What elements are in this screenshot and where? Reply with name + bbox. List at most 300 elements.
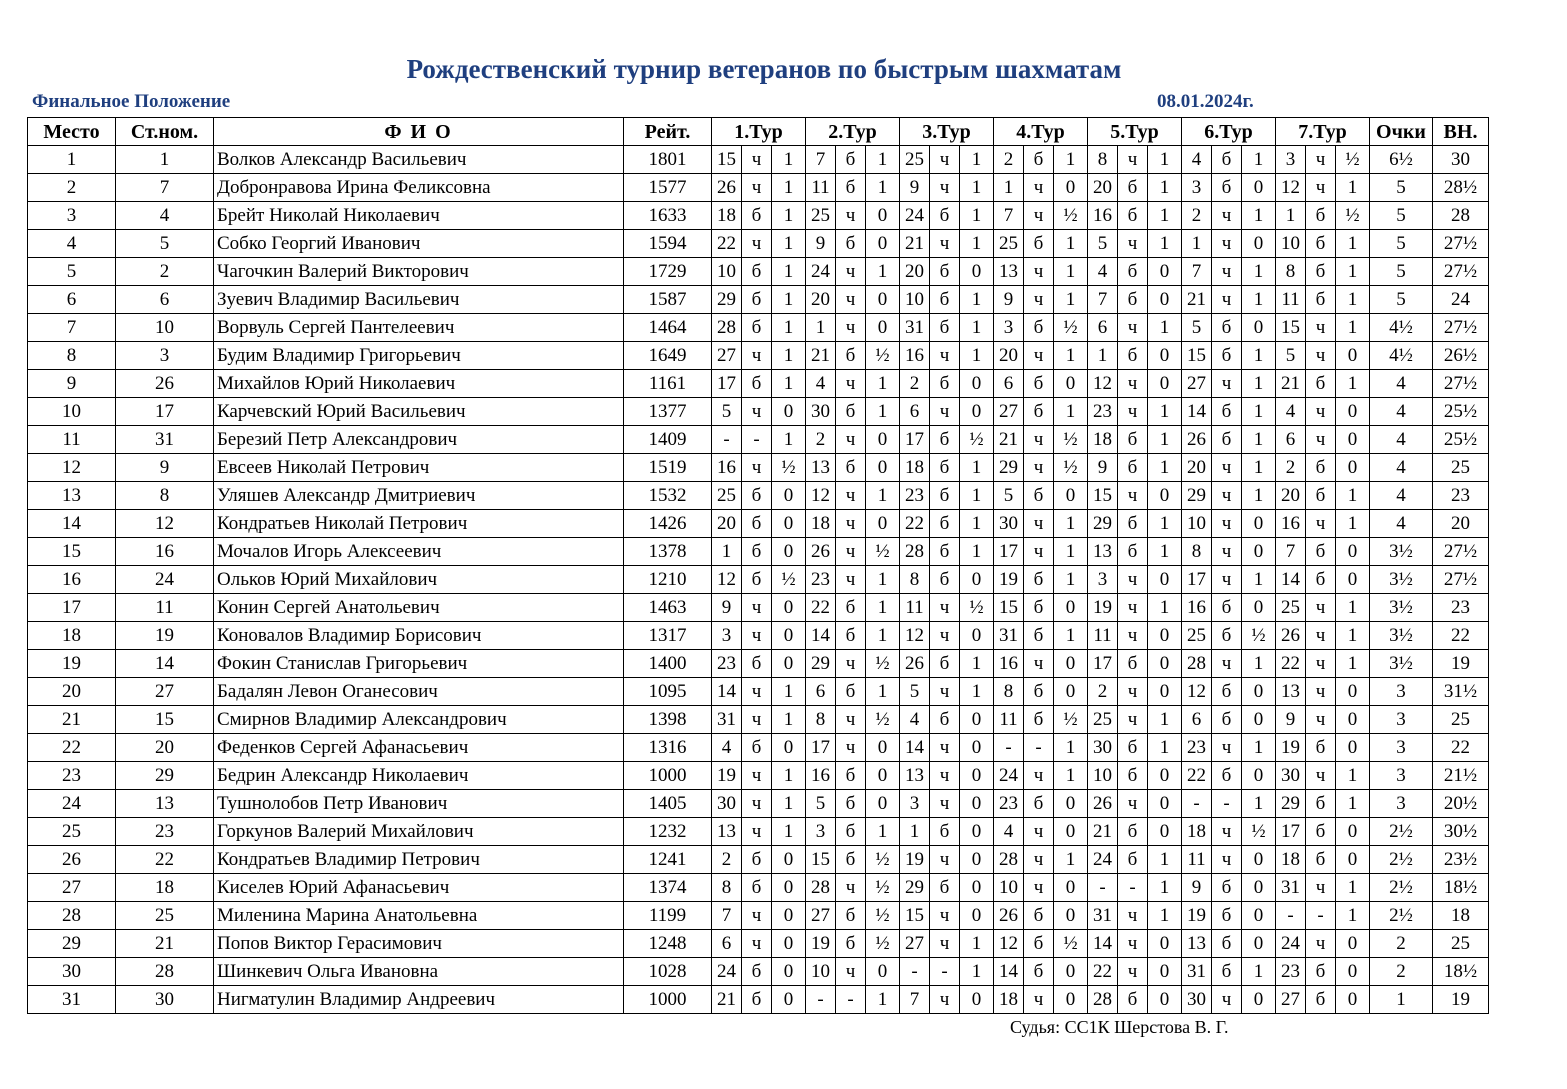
round-7-color: ч	[1306, 426, 1336, 454]
round-4-opponent: 29	[994, 454, 1024, 482]
round-1-result: 0	[772, 538, 806, 566]
round-2-opponent: 28	[806, 874, 836, 902]
round-5-color: б	[1118, 734, 1148, 762]
round-3-opponent: 6	[900, 398, 930, 426]
start-number-cell: 25	[116, 902, 214, 930]
round-5-color: ч	[1118, 902, 1148, 930]
round-5-result: 0	[1148, 566, 1182, 594]
round-1-opponent: 16	[712, 454, 742, 482]
round-5-result: 1	[1148, 510, 1182, 538]
round-4-color: ч	[1024, 846, 1054, 874]
place-cell: 2	[28, 174, 116, 202]
tiebreak-cell: 22	[1433, 622, 1489, 650]
start-number-cell: 13	[116, 790, 214, 818]
round-1-result: 1	[772, 286, 806, 314]
round-7-result: 0	[1336, 734, 1370, 762]
start-number-cell: 19	[116, 622, 214, 650]
rating-cell: 1587	[624, 286, 712, 314]
round-3-color: ч	[930, 398, 960, 426]
round-6-result: 0	[1242, 230, 1276, 258]
round-2-color: ч	[836, 958, 866, 986]
round-2-result: ½	[866, 874, 900, 902]
table-row	[28, 846, 1489, 874]
round-2-color: ч	[836, 426, 866, 454]
header-row	[28, 118, 1489, 146]
round-7-color: б	[1306, 258, 1336, 286]
round-1-opponent: 12	[712, 566, 742, 594]
round-1-opponent: -	[712, 426, 742, 454]
round-3-color: б	[930, 538, 960, 566]
round-2-opponent: 23	[806, 566, 836, 594]
round-6-color: б	[1212, 174, 1242, 202]
round-1-opponent: 5	[712, 398, 742, 426]
round-3-color: б	[930, 370, 960, 398]
round-2-result: ½	[866, 538, 900, 566]
table-row	[28, 398, 1489, 426]
round-2-result: 0	[866, 734, 900, 762]
round-7-color: б	[1306, 846, 1336, 874]
round-2-color: б	[836, 398, 866, 426]
round-3-opponent: 21	[900, 230, 930, 258]
round-1-result: 0	[772, 594, 806, 622]
round-7-opponent: 17	[1276, 818, 1306, 846]
points-cell: 3½	[1370, 594, 1433, 622]
round-5-color: б	[1118, 538, 1148, 566]
round-6-opponent: 27	[1182, 370, 1212, 398]
round-3-color: ч	[930, 846, 960, 874]
points-cell: 4	[1370, 510, 1433, 538]
round-1-result: 1	[772, 146, 806, 174]
round-6-result: 1	[1242, 370, 1276, 398]
header-round-2: 2.Тур	[806, 118, 900, 146]
round-3-color: б	[930, 202, 960, 230]
round-2-opponent: 17	[806, 734, 836, 762]
round-2-opponent: 14	[806, 622, 836, 650]
round-2-color: б	[836, 230, 866, 258]
standings-body	[28, 146, 1489, 1014]
round-1-result: 1	[772, 762, 806, 790]
place-cell: 23	[28, 762, 116, 790]
round-4-result: 0	[1054, 370, 1088, 398]
place-cell: 7	[28, 314, 116, 342]
start-number-cell: 28	[116, 958, 214, 986]
round-4-color: ч	[1024, 650, 1054, 678]
round-3-result: 0	[960, 902, 994, 930]
round-4-color: ч	[1024, 538, 1054, 566]
rating-cell: 1532	[624, 482, 712, 510]
table-row	[28, 538, 1489, 566]
round-4-result: ½	[1054, 930, 1088, 958]
round-6-opponent: 8	[1182, 538, 1212, 566]
round-6-opponent: 4	[1182, 146, 1212, 174]
round-1-opponent: 8	[712, 874, 742, 902]
round-3-opponent: 24	[900, 202, 930, 230]
round-6-opponent: 3	[1182, 174, 1212, 202]
round-6-result: 0	[1242, 538, 1276, 566]
round-1-result: 1	[772, 174, 806, 202]
round-1-color: ч	[742, 398, 772, 426]
round-6-opponent: 30	[1182, 986, 1212, 1014]
round-2-result: 0	[866, 790, 900, 818]
round-7-result: 0	[1336, 538, 1370, 566]
place-cell: 21	[28, 706, 116, 734]
tiebreak-cell: 23	[1433, 482, 1489, 510]
round-1-opponent: 9	[712, 594, 742, 622]
player-name-cell: Брейт Николай Николаевич	[214, 202, 624, 230]
round-1-opponent: 1	[712, 538, 742, 566]
round-6-color: б	[1212, 314, 1242, 342]
round-4-color: -	[1024, 734, 1054, 762]
round-6-result: 0	[1242, 174, 1276, 202]
player-name-cell: Бедрин Александр Николаевич	[214, 762, 624, 790]
start-number-cell: 5	[116, 230, 214, 258]
round-7-opponent: 14	[1276, 566, 1306, 594]
round-5-opponent: -	[1088, 874, 1118, 902]
start-number-cell: 10	[116, 314, 214, 342]
round-2-opponent: 21	[806, 342, 836, 370]
round-2-color: ч	[836, 706, 866, 734]
round-2-opponent: 27	[806, 902, 836, 930]
round-3-color: -	[930, 958, 960, 986]
round-6-opponent: 16	[1182, 594, 1212, 622]
start-number-cell: 24	[116, 566, 214, 594]
round-7-color: ч	[1306, 510, 1336, 538]
round-2-opponent: 18	[806, 510, 836, 538]
round-7-opponent: 3	[1276, 146, 1306, 174]
round-3-result: 1	[960, 202, 994, 230]
round-1-opponent: 29	[712, 286, 742, 314]
round-5-opponent: 30	[1088, 734, 1118, 762]
round-6-result: 1	[1242, 454, 1276, 482]
round-1-color: б	[742, 874, 772, 902]
start-number-cell: 14	[116, 650, 214, 678]
round-5-color: ч	[1118, 230, 1148, 258]
round-7-result: 0	[1336, 818, 1370, 846]
round-1-color: б	[742, 202, 772, 230]
round-5-result: 0	[1148, 986, 1182, 1014]
round-7-opponent: 22	[1276, 650, 1306, 678]
round-3-result: ½	[960, 426, 994, 454]
round-4-color: б	[1024, 146, 1054, 174]
round-4-color: ч	[1024, 426, 1054, 454]
round-2-color: ч	[836, 510, 866, 538]
tiebreak-cell: 23	[1433, 594, 1489, 622]
table-row	[28, 174, 1489, 202]
round-4-color: ч	[1024, 986, 1054, 1014]
start-number-cell: 1	[116, 146, 214, 174]
round-7-color: б	[1306, 818, 1336, 846]
round-7-opponent: 7	[1276, 538, 1306, 566]
round-5-opponent: 16	[1088, 202, 1118, 230]
tiebreak-cell: 23½	[1433, 846, 1489, 874]
round-6-result: 0	[1242, 902, 1276, 930]
round-1-opponent: 2	[712, 846, 742, 874]
round-7-result: 0	[1336, 958, 1370, 986]
round-7-result: 1	[1336, 258, 1370, 286]
player-name-cell: Собко Георгий Иванович	[214, 230, 624, 258]
rating-cell: 1232	[624, 818, 712, 846]
round-2-result: 1	[866, 370, 900, 398]
round-7-color: ч	[1306, 678, 1336, 706]
round-7-result: 0	[1336, 566, 1370, 594]
rating-cell: 1095	[624, 678, 712, 706]
tiebreak-cell: 21½	[1433, 762, 1489, 790]
place-cell: 6	[28, 286, 116, 314]
round-2-result: 0	[866, 426, 900, 454]
round-2-color: ч	[836, 566, 866, 594]
round-2-color: ч	[836, 286, 866, 314]
round-3-opponent: 18	[900, 454, 930, 482]
start-number-cell: 23	[116, 818, 214, 846]
round-1-color: б	[742, 314, 772, 342]
points-cell: 2½	[1370, 846, 1433, 874]
round-3-color: б	[930, 510, 960, 538]
points-cell: 4	[1370, 426, 1433, 454]
round-4-result: 1	[1054, 510, 1088, 538]
player-name-cell: Киселев Юрий Афанасьевич	[214, 874, 624, 902]
round-4-opponent: 18	[994, 986, 1024, 1014]
round-6-color: б	[1212, 594, 1242, 622]
round-1-opponent: 28	[712, 314, 742, 342]
start-number-cell: 6	[116, 286, 214, 314]
round-5-color: ч	[1118, 958, 1148, 986]
round-7-opponent: 29	[1276, 790, 1306, 818]
round-2-result: 1	[866, 818, 900, 846]
round-1-color: б	[742, 258, 772, 286]
round-5-result: 0	[1148, 818, 1182, 846]
rating-cell: 1801	[624, 146, 712, 174]
round-1-color: б	[742, 566, 772, 594]
round-1-result: 1	[772, 342, 806, 370]
round-1-color: ч	[742, 174, 772, 202]
round-4-result: 1	[1054, 566, 1088, 594]
round-4-color: б	[1024, 678, 1054, 706]
round-2-opponent: 3	[806, 818, 836, 846]
points-cell: 4½	[1370, 342, 1433, 370]
round-7-opponent: 31	[1276, 874, 1306, 902]
round-6-color: ч	[1212, 370, 1242, 398]
round-3-result: 1	[960, 286, 994, 314]
round-2-color: б	[836, 818, 866, 846]
round-6-color: ч	[1212, 846, 1242, 874]
round-2-color: ч	[836, 538, 866, 566]
round-1-result: 1	[772, 258, 806, 286]
round-3-opponent: 14	[900, 734, 930, 762]
round-5-opponent: 19	[1088, 594, 1118, 622]
round-6-result: 0	[1242, 846, 1276, 874]
round-4-color: б	[1024, 398, 1054, 426]
round-7-opponent: 21	[1276, 370, 1306, 398]
round-7-color: б	[1306, 538, 1336, 566]
start-number-cell: 21	[116, 930, 214, 958]
place-cell: 17	[28, 594, 116, 622]
round-3-color: ч	[930, 678, 960, 706]
round-7-result: ½	[1336, 202, 1370, 230]
round-3-color: ч	[930, 930, 960, 958]
round-3-result: 0	[960, 818, 994, 846]
round-1-result: 0	[772, 398, 806, 426]
round-5-color: ч	[1118, 370, 1148, 398]
round-2-color: ч	[836, 314, 866, 342]
rating-cell: 1649	[624, 342, 712, 370]
round-4-color: б	[1024, 566, 1054, 594]
rating-cell: 1405	[624, 790, 712, 818]
rating-cell: 1519	[624, 454, 712, 482]
place-cell: 26	[28, 846, 116, 874]
round-7-opponent: 13	[1276, 678, 1306, 706]
place-cell: 27	[28, 874, 116, 902]
player-name-cell: Мочалов Игорь Алексеевич	[214, 538, 624, 566]
round-7-color: ч	[1306, 594, 1336, 622]
round-7-result: 0	[1336, 454, 1370, 482]
round-5-opponent: 28	[1088, 986, 1118, 1014]
round-5-color: -	[1118, 874, 1148, 902]
round-7-color: ч	[1306, 762, 1336, 790]
round-5-result: 0	[1148, 482, 1182, 510]
place-cell: 16	[28, 566, 116, 594]
round-7-opponent: 5	[1276, 342, 1306, 370]
tiebreak-cell: 31½	[1433, 678, 1489, 706]
table-row	[28, 314, 1489, 342]
round-5-result: 1	[1148, 398, 1182, 426]
round-3-result: 0	[960, 398, 994, 426]
rating-cell: 1594	[624, 230, 712, 258]
round-3-result: 0	[960, 874, 994, 902]
round-5-color: б	[1118, 174, 1148, 202]
round-4-opponent: 12	[994, 930, 1024, 958]
round-4-opponent: 10	[994, 874, 1024, 902]
round-1-color: ч	[742, 342, 772, 370]
round-4-opponent: 7	[994, 202, 1024, 230]
round-3-color: б	[930, 426, 960, 454]
start-number-cell: 31	[116, 426, 214, 454]
round-2-color: ч	[836, 650, 866, 678]
round-6-result: 0	[1242, 594, 1276, 622]
start-number-cell: 3	[116, 342, 214, 370]
table-row	[28, 818, 1489, 846]
round-2-color: ч	[836, 370, 866, 398]
round-3-result: 1	[960, 930, 994, 958]
round-7-result: 1	[1336, 482, 1370, 510]
standings-table	[27, 117, 1489, 1014]
round-7-result: 1	[1336, 174, 1370, 202]
round-7-result: 1	[1336, 762, 1370, 790]
round-1-result: 0	[772, 930, 806, 958]
tiebreak-cell: 28½	[1433, 174, 1489, 202]
round-6-result: 0	[1242, 314, 1276, 342]
round-6-color: б	[1212, 146, 1242, 174]
round-4-result: 1	[1054, 342, 1088, 370]
round-3-color: б	[930, 874, 960, 902]
rating-cell: 1000	[624, 986, 712, 1014]
round-5-opponent: 21	[1088, 818, 1118, 846]
round-5-color: б	[1118, 650, 1148, 678]
round-2-opponent: 13	[806, 454, 836, 482]
round-2-opponent: 12	[806, 482, 836, 510]
round-4-color: б	[1024, 594, 1054, 622]
round-7-opponent: 6	[1276, 426, 1306, 454]
round-4-opponent: 21	[994, 426, 1024, 454]
round-7-result: 0	[1336, 342, 1370, 370]
tiebreak-cell: 20	[1433, 510, 1489, 538]
round-2-result: ½	[866, 930, 900, 958]
points-cell: 3½	[1370, 650, 1433, 678]
round-6-opponent: 7	[1182, 258, 1212, 286]
round-7-result: 1	[1336, 314, 1370, 342]
place-cell: 20	[28, 678, 116, 706]
round-2-result: 0	[866, 286, 900, 314]
round-4-result: 1	[1054, 762, 1088, 790]
round-5-color: б	[1118, 846, 1148, 874]
round-5-color: б	[1118, 258, 1148, 286]
round-2-result: 0	[866, 202, 900, 230]
round-5-opponent: 7	[1088, 286, 1118, 314]
round-4-result: 0	[1054, 790, 1088, 818]
round-6-color: ч	[1212, 454, 1242, 482]
round-1-color: б	[742, 286, 772, 314]
round-2-opponent: 24	[806, 258, 836, 286]
tiebreak-cell: 27½	[1433, 314, 1489, 342]
round-6-result: 1	[1242, 426, 1276, 454]
round-3-result: 1	[960, 678, 994, 706]
round-6-result: 1	[1242, 286, 1276, 314]
round-4-color: б	[1024, 930, 1054, 958]
rating-cell: 1199	[624, 902, 712, 930]
round-1-opponent: 14	[712, 678, 742, 706]
points-cell: 1	[1370, 986, 1433, 1014]
round-1-color: б	[742, 846, 772, 874]
points-cell: 2½	[1370, 902, 1433, 930]
round-5-result: 1	[1148, 902, 1182, 930]
place-cell: 18	[28, 622, 116, 650]
round-3-opponent: 20	[900, 258, 930, 286]
round-2-color: б	[836, 678, 866, 706]
round-3-opponent: 8	[900, 566, 930, 594]
round-3-color: ч	[930, 734, 960, 762]
round-6-opponent: 15	[1182, 342, 1212, 370]
round-1-color: ч	[742, 818, 772, 846]
round-4-opponent: 4	[994, 818, 1024, 846]
start-number-cell: 7	[116, 174, 214, 202]
player-name-cell: Конин Сергей Анатольевич	[214, 594, 624, 622]
round-7-result: ½	[1336, 146, 1370, 174]
round-1-opponent: 3	[712, 622, 742, 650]
tiebreak-cell: 27½	[1433, 566, 1489, 594]
round-1-result: 0	[772, 650, 806, 678]
round-7-result: 0	[1336, 986, 1370, 1014]
tiebreak-cell: 25	[1433, 454, 1489, 482]
tiebreak-cell: 20½	[1433, 790, 1489, 818]
player-name-cell: Будим Владимир Григорьевич	[214, 342, 624, 370]
round-7-color: б	[1306, 286, 1336, 314]
round-6-opponent: 31	[1182, 958, 1212, 986]
round-7-opponent: 1	[1276, 202, 1306, 230]
round-2-result: 0	[866, 762, 900, 790]
round-6-result: 0	[1242, 762, 1276, 790]
round-7-color: б	[1306, 734, 1336, 762]
round-7-result: 0	[1336, 846, 1370, 874]
round-4-color: ч	[1024, 202, 1054, 230]
round-7-result: 1	[1336, 650, 1370, 678]
table-row	[28, 678, 1489, 706]
round-6-color: б	[1212, 958, 1242, 986]
round-3-result: 0	[960, 790, 994, 818]
place-cell: 30	[28, 958, 116, 986]
round-5-opponent: 20	[1088, 174, 1118, 202]
place-cell: 3	[28, 202, 116, 230]
round-5-result: 0	[1148, 258, 1182, 286]
round-2-result: 1	[866, 146, 900, 174]
